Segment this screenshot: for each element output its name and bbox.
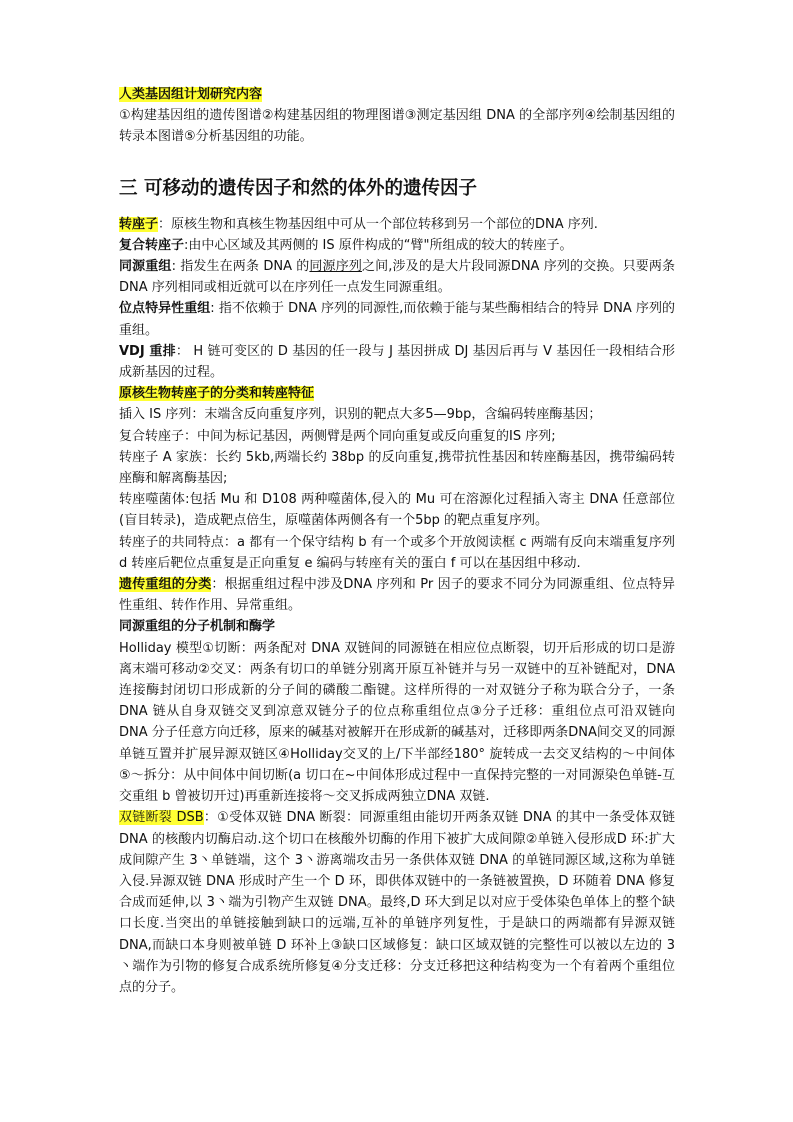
vdj-definition: ： H 链可变区的 D 基因的任一段与 J 基因拼成 DJ 基因后再与 V 基因任一段相结合形成新基因的过程。 (119, 343, 675, 381)
homologous-paragraph (119, 256, 675, 298)
composite-paragraph (119, 235, 675, 256)
transposon-term: 转座子 (119, 216, 159, 232)
composite-definition: :由中心区域及其两侧的 IS 原件构成的“臂"所组成的较大的转座子。 (184, 237, 573, 253)
prok-line-phage: 转座噬菌体:包括 Mu 和 D108 两种噬菌体,侵入的 Mu 可在溶源化过程插入寄主 DNA 任意部位(盲目转录)，造成靶点倍生，原噬菌体两侧各有一个5bp 的靶点重复序列。 (119, 492, 675, 529)
prok-line-is: 插入 IS 序列：末端含反向重复序列，识别的靶点大多5—9bp，含编码转座酶基因； (119, 407, 602, 423)
prok-line-common: 转座子的共同特点：a 都有一个保守结构 b 有一个或多个开放阅读框 c 两端有反向末端重复序列 d 转座后靶位点重复是正向重复 e 编码与转座有关的蛋白 f 可以在基因组中移动. (119, 534, 675, 571)
section-three-title: 三 可移动的遗传因子和然的体外的遗传因子 (119, 177, 477, 199)
prok-line-composite: 复合转座子：中间为标记基因，两侧臂是两个同向重复或反向重复的IS 序列; (119, 428, 556, 444)
dsb-paragraph (119, 807, 675, 998)
mechanism-heading: 同源重组的分子机制和酶学 (119, 619, 276, 635)
transposon-paragraph (119, 214, 675, 235)
homologous-underlined: 同源序列 (309, 259, 362, 275)
hgp-heading-line (119, 84, 675, 105)
document-page (119, 84, 675, 998)
prok-heading-line (119, 383, 675, 404)
hgp-body: ①构建基因组的遗传图谱②构建基因组的物理图谱③测定基因组 DNA 的全部序列④绘制基因组的转录本图谱⑤分析基因组的功能。 (119, 108, 675, 145)
sitespecific-term: 位点特异性重组 (119, 301, 211, 317)
vdj-term: VDJ 重排 (119, 343, 176, 359)
composite-term: 复合转座子 (119, 237, 185, 253)
homologous-definition-a: : 指发生在两条 DNA 的 (171, 259, 310, 275)
homologous-definition-b: 之间,涉及的是大片段同源DNA 序列的交换。只要两条 DNA 序列相同或相近就可以在序列任一点发生同源重组。 (119, 259, 675, 296)
transposon-definition: ：原核生物和真核生物基因组中可从一个部位转移到另一个部位的DNA 序列. (158, 216, 598, 232)
holliday-paragraph: Holliday 模型①切断：两条配对 DNA 双链间的同源链在相应位点断裂，切开后形成的切口是游离末端可移动②交叉：两条有切口的单链分别离开原互补链并与另一双链中的互补链配对，DNA 连接酶封闭切口形成新的分子间的磷酸二酯键。这样所得的一对双链分子称为联合分子，一条 DNA 链从自身双链交叉到凉意双链分子的位点称重组位点③分子迁移：重组位点可沿双链向 DNA 分子任意方向迁移，原来的碱基对被解开在形成新的碱基对，迁移即两条DNA间交叉的同源单链互置并扩展异源双链区④Holliday交叉的上/下半部经180° 旋转成一去交叉结构的～中间体⑤～拆分：从中间体中间切断(a 切口在~中间体形成过程中一直保持完整的一对同源染色单链-互交重组 b 曾被切开过)再重新连接将～交叉拆成两独立DNA 双链. (119, 640, 675, 805)
classify-definition: ：根据重组过程中涉及DNA 序列和 Pr 因子的要求不同分为同源重组、位点特异性重组、转作作用、异常重组。 (119, 577, 675, 614)
classify-paragraph (119, 574, 675, 616)
dsb-term: 双链断裂 DSB (119, 810, 204, 826)
classify-term: 遗传重组的分类 (119, 577, 212, 593)
hgp-heading: 人类基因组计划研究内容 (119, 87, 263, 102)
dsb-definition: ：①受体双链 DNA 断裂：同源重组由能切开两条双链 DNA 的其中一条受体双链 DNA 的核酸内切酶启动.这个切口在核酸外切酶的作用下被扩大成间隙②单链入侵形成D 环:扩大成间隙产生 3丶单链端，这个 3丶游离端攻击另一条供体双链 DNA 的单链同源区域,这称为单链入侵.异源双链 DNA 形成时产生一个 D 环，即供体双链中的一条链被置换，D 环随着 DNA 修复合成而延伸,以 3丶端为引物产生双链 DNA。最终,D 环大到足以对应于受体染色单体上的整个缺口长度.当突出的单链接触到缺口的远端,互补的单链序列复性，于是缺口的两端都有异源双链 DNA,而缺口本身则被单链 D 环补上③缺口区域修复：缺口区域双链的完整性可以被以左边的 3丶端作为引物的修复合成系统所修复④分支迁移：分支迁移把这种结构变为一个有着两个重组位点的分子。 (119, 810, 675, 995)
homologous-term: 同源重组 (119, 259, 172, 275)
sitespecific-definition: : 指不依赖于 DNA 序列的同源性,而依赖于能与某些酶相结合的特异 DNA 序列的重组。 (119, 301, 675, 338)
sitespecific-paragraph (119, 298, 675, 340)
prok-line-tn-a: 转座子 A 家族：长约 5kb,两端长约 38bp 的反向重复,携带抗性基因和转座酶基因，携带编码转座酶和解离酶基因; (119, 449, 675, 487)
prok-heading: 原核生物转座子的分类和转座特征 (119, 386, 315, 402)
vdj-paragraph (119, 341, 675, 383)
